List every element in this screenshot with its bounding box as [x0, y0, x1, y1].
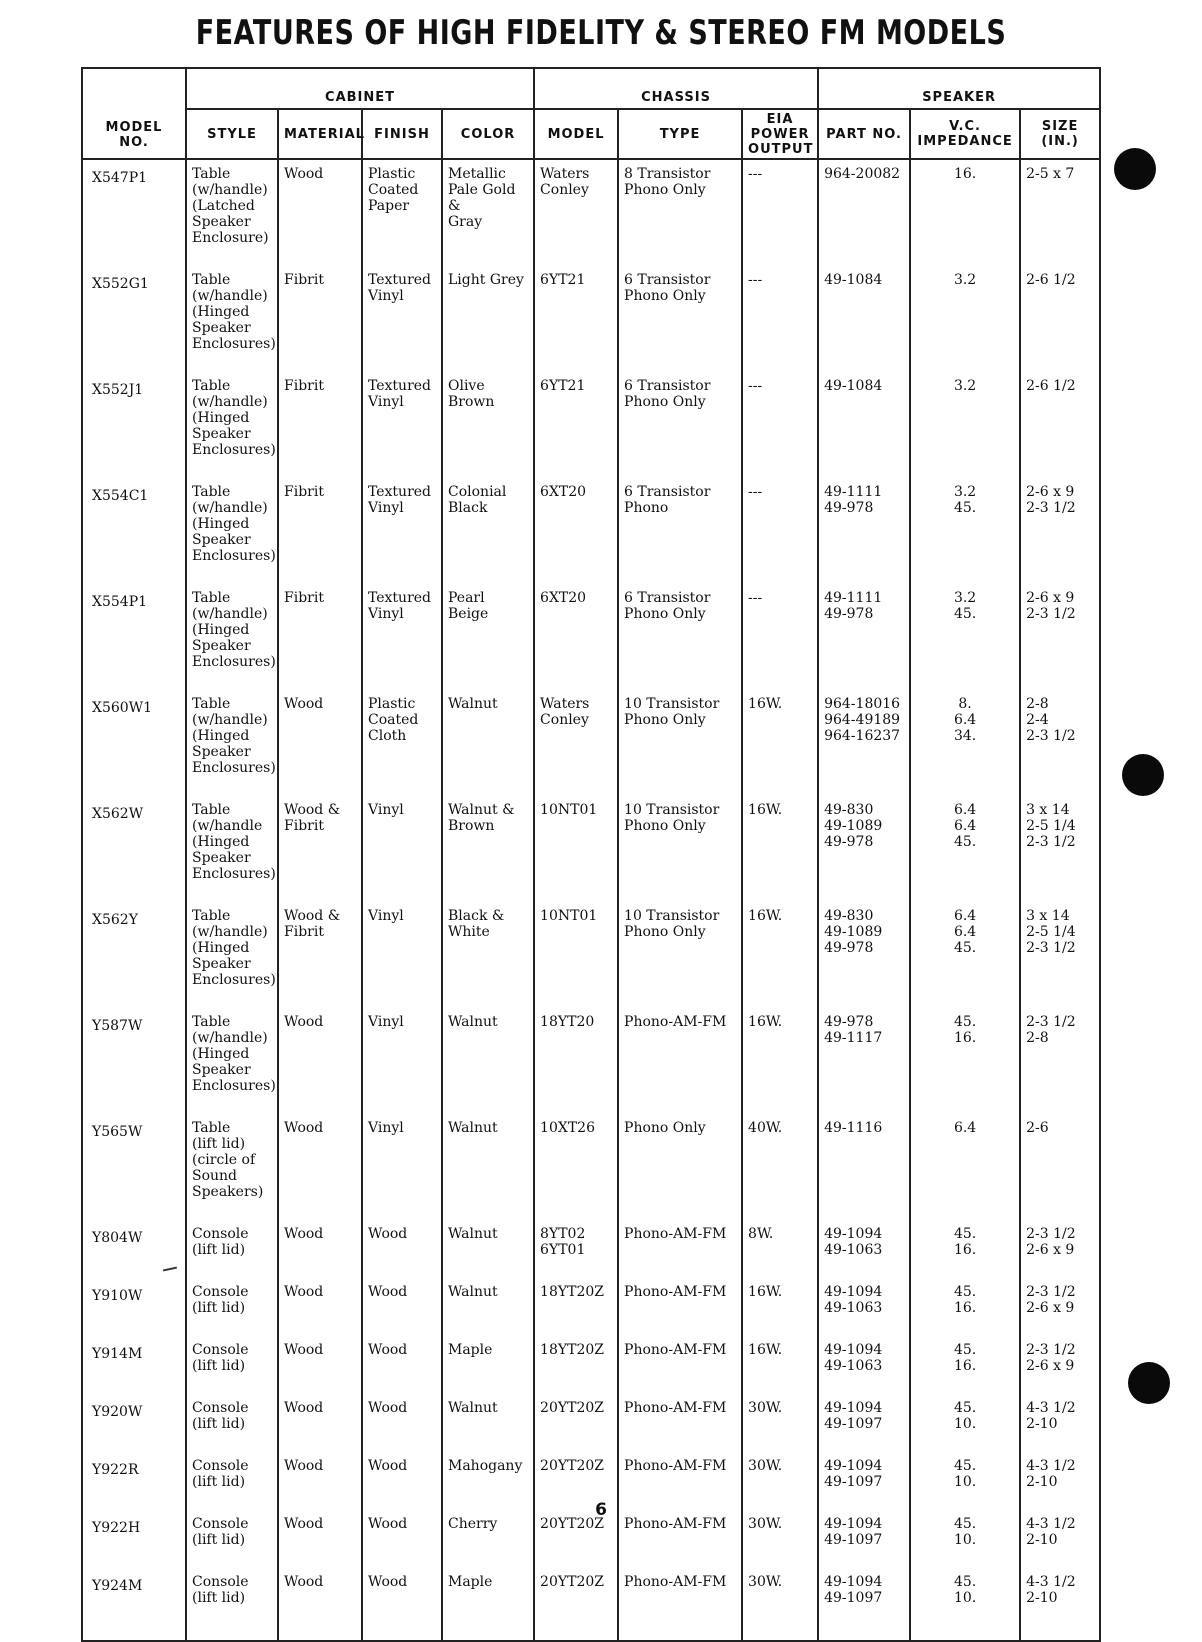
cell-color: Walnut [442, 1394, 534, 1452]
cell-type: Phono-AM-FM [618, 1278, 742, 1336]
cell-size: 2-6 1/2 [1020, 372, 1100, 478]
cell-finish: Plastic Coated Cloth [362, 690, 442, 796]
cell-material: Fibrit [278, 372, 362, 478]
cell-size: 2-3 1/2 2-6 x 9 [1020, 1278, 1100, 1336]
cell-size: 2-6 [1020, 1114, 1100, 1220]
cell-vc-impedance: 16. [910, 159, 1020, 266]
cell-chassis-model: 6XT20 [534, 478, 618, 584]
binder-hole-bottom [1128, 1362, 1170, 1404]
cell-chassis-model: 10NT01 [534, 902, 618, 1008]
cell-model-no: X547P1 [82, 159, 186, 266]
table-row [82, 1568, 1100, 1641]
cell-style: Console (lift lid) [186, 1278, 278, 1336]
cell-material: Wood [278, 1114, 362, 1220]
cell-part-no: 49-1084 [818, 266, 910, 372]
cell-chassis-model: 8YT02 6YT01 [534, 1220, 618, 1278]
cell-vc-impedance: 3.2 45. [910, 584, 1020, 690]
header-cabinet: CABINET [186, 68, 534, 109]
table-row [82, 1278, 1100, 1336]
cell-type: Phono-AM-FM [618, 1220, 742, 1278]
cell-color: Walnut [442, 1220, 534, 1278]
cell-part-no: 49-1084 [818, 372, 910, 478]
table-header [82, 68, 1100, 159]
cell-finish: Wood [362, 1394, 442, 1452]
cell-style: Table (w/handle) (Hinged Speaker Enclosures) [186, 478, 278, 584]
page-title: FEATURES OF HIGH FIDELITY & STEREO FM MODELS [195, 14, 1007, 53]
cell-material: Wood [278, 159, 362, 266]
cell-size: 2-8 2-4 2-3 1/2 [1020, 690, 1100, 796]
cell-model-no: X552G1 [82, 266, 186, 372]
cell-style: Console (lift lid) [186, 1220, 278, 1278]
cell-finish: Vinyl [362, 1008, 442, 1114]
cell-type: Phono-AM-FM [618, 1510, 742, 1568]
header-model-no: MODEL NO. [82, 68, 186, 159]
cell-vc-impedance: 45. 16. [910, 1008, 1020, 1114]
cell-vc-impedance: 6.4 [910, 1114, 1020, 1220]
cell-eia: --- [742, 159, 818, 266]
cell-part-no: 49-830 49-1089 49-978 [818, 902, 910, 1008]
cell-color: Walnut & Brown [442, 796, 534, 902]
cell-material: Wood [278, 1452, 362, 1510]
header-part-no: PART NO. [818, 109, 910, 159]
cell-chassis-model: Waters Conley [534, 690, 618, 796]
cell-eia: 8W. [742, 1220, 818, 1278]
cell-material: Fibrit [278, 478, 362, 584]
cell-vc-impedance: 8. 6.4 34. [910, 690, 1020, 796]
cell-part-no: 964-18016 964-49189 964-16237 [818, 690, 910, 796]
cell-model-no: Y914M [82, 1336, 186, 1394]
cell-model-no: Y565W [82, 1114, 186, 1220]
cell-style: Table (w/handle) (Hinged Speaker Enclosures) [186, 584, 278, 690]
cell-vc-impedance: 45. 16. [910, 1336, 1020, 1394]
cell-eia: 16W. [742, 1278, 818, 1336]
cell-style: Table (w/handle) (Hinged Speaker Enclosures) [186, 690, 278, 796]
cell-eia: 16W. [742, 690, 818, 796]
cell-finish: Wood [362, 1336, 442, 1394]
cell-style: Table (w/handle) (Hinged Speaker Enclosures) [186, 902, 278, 1008]
cell-size: 4-3 1/2 2-10 [1020, 1394, 1100, 1452]
table-row [82, 902, 1100, 1008]
cell-chassis-model: 10XT26 [534, 1114, 618, 1220]
cell-model-no: Y587W [82, 1008, 186, 1114]
cell-size: 2-6 1/2 [1020, 266, 1100, 372]
cell-color: Light Grey [442, 266, 534, 372]
table-row [82, 478, 1100, 584]
cell-finish: Vinyl [362, 796, 442, 902]
cell-model-no: X560W1 [82, 690, 186, 796]
cell-color: Metallic Pale Gold & Gray [442, 159, 534, 266]
cell-size: 4-3 1/2 2-10 [1020, 1568, 1100, 1641]
cell-finish: Wood [362, 1220, 442, 1278]
cell-type: Phono-AM-FM [618, 1336, 742, 1394]
cell-style: Table (w/handle (Hinged Speaker Enclosures) [186, 796, 278, 902]
cell-size: 2-3 1/2 2-8 [1020, 1008, 1100, 1114]
cell-finish: Textured Vinyl [362, 584, 442, 690]
cell-type: 8 Transistor Phono Only [618, 159, 742, 266]
cell-chassis-model: Waters Conley [534, 159, 618, 266]
header-eia-power-output: EIA POWER OUTPUT [742, 109, 818, 159]
cell-model-no: Y910W [82, 1278, 186, 1336]
table-row [82, 266, 1100, 372]
cell-type: Phono-AM-FM [618, 1568, 742, 1641]
cell-finish: Wood [362, 1568, 442, 1641]
cell-model-no: X554P1 [82, 584, 186, 690]
cell-color: Walnut [442, 690, 534, 796]
cell-chassis-model: 18YT20Z [534, 1336, 618, 1394]
cell-part-no: 49-830 49-1089 49-978 [818, 796, 910, 902]
cell-style: Console (lift lid) [186, 1568, 278, 1641]
cell-model-no: X552J1 [82, 372, 186, 478]
cell-eia: --- [742, 372, 818, 478]
cell-material: Fibrit [278, 266, 362, 372]
cell-eia: 30W. [742, 1394, 818, 1452]
cell-eia: 30W. [742, 1452, 818, 1510]
cell-style: Table (w/handle) (Hinged Speaker Enclosures) [186, 1008, 278, 1114]
cell-chassis-model: 6XT20 [534, 584, 618, 690]
cell-eia: 16W. [742, 1008, 818, 1114]
cell-material: Wood [278, 1394, 362, 1452]
cell-model-no: Y922H [82, 1510, 186, 1568]
cell-style: Table (w/handle) (Latched Speaker Enclosure) [186, 159, 278, 266]
cell-finish: Vinyl [362, 1114, 442, 1220]
cell-vc-impedance: 45. 10. [910, 1568, 1020, 1641]
cell-color: Black & White [442, 902, 534, 1008]
cell-part-no: 49-1094 49-1097 [818, 1510, 910, 1568]
table-row [82, 372, 1100, 478]
cell-model-no: Y922R [82, 1452, 186, 1510]
cell-material: Wood [278, 1568, 362, 1641]
cell-size: 3 x 14 2-5 1/4 2-3 1/2 [1020, 902, 1100, 1008]
header-chassis-model: MODEL [534, 109, 618, 159]
cell-part-no: 49-1094 49-1063 [818, 1220, 910, 1278]
header-size: SIZE (IN.) [1020, 109, 1100, 159]
cell-vc-impedance: 3.2 45. [910, 478, 1020, 584]
header-chassis: CHASSIS [534, 68, 818, 109]
cell-eia: 16W. [742, 902, 818, 1008]
cell-eia: 40W. [742, 1114, 818, 1220]
cell-chassis-model: 20YT20Z [534, 1452, 618, 1510]
cell-chassis-model: 20YT20Z [534, 1568, 618, 1641]
cell-type: 6 Transistor Phono Only [618, 266, 742, 372]
cell-size: 2-6 x 9 2-3 1/2 [1020, 478, 1100, 584]
cell-chassis-model: 10NT01 [534, 796, 618, 902]
cell-type: Phono-AM-FM [618, 1008, 742, 1114]
table-row [82, 1336, 1100, 1394]
header-finish: FINISH [362, 109, 442, 159]
cell-color: Olive Brown [442, 372, 534, 478]
cell-color: Walnut [442, 1114, 534, 1220]
cell-color: Walnut [442, 1278, 534, 1336]
cell-part-no: 964-20082 [818, 159, 910, 266]
cell-type: 10 Transistor Phono Only [618, 690, 742, 796]
header-color: COLOR [442, 109, 534, 159]
cell-type: 6 Transistor Phono [618, 478, 742, 584]
cell-part-no: 49-1094 49-1097 [818, 1452, 910, 1510]
cell-type: Phono-AM-FM [618, 1394, 742, 1452]
cell-model-no: Y924M [82, 1568, 186, 1641]
cell-eia: --- [742, 266, 818, 372]
cell-eia: 30W. [742, 1510, 818, 1568]
cell-size: 3 x 14 2-5 1/4 2-3 1/2 [1020, 796, 1100, 902]
cell-vc-impedance: 45. 10. [910, 1394, 1020, 1452]
cell-chassis-model: 20YT20Z [534, 1394, 618, 1452]
cell-size: 2-3 1/2 2-6 x 9 [1020, 1336, 1100, 1394]
features-table [81, 67, 1101, 1642]
cell-eia: 16W. [742, 796, 818, 902]
cell-vc-impedance: 45. 10. [910, 1510, 1020, 1568]
cell-model-no: X554C1 [82, 478, 186, 584]
cell-eia: --- [742, 478, 818, 584]
cell-color: Maple [442, 1336, 534, 1394]
cell-material: Wood [278, 1510, 362, 1568]
cell-finish: Wood [362, 1510, 442, 1568]
cell-eia: 16W. [742, 1336, 818, 1394]
cell-finish: Plastic Coated Paper [362, 159, 442, 266]
cell-material: Wood [278, 690, 362, 796]
cell-finish: Textured Vinyl [362, 372, 442, 478]
cell-color: Pearl Beige [442, 584, 534, 690]
binder-hole-middle [1122, 754, 1164, 796]
table-row [82, 796, 1100, 902]
cell-part-no: 49-1111 49-978 [818, 478, 910, 584]
cell-material: Fibrit [278, 584, 362, 690]
cell-size: 2-3 1/2 2-6 x 9 [1020, 1220, 1100, 1278]
cell-material: Wood [278, 1008, 362, 1114]
cell-type: 6 Transistor Phono Only [618, 584, 742, 690]
cell-color: Walnut [442, 1008, 534, 1114]
cell-material: Wood & Fibrit [278, 902, 362, 1008]
cell-color: Mahogany [442, 1452, 534, 1510]
cell-material: Wood [278, 1278, 362, 1336]
cell-part-no: 49-1111 49-978 [818, 584, 910, 690]
cell-chassis-model: 18YT20Z [534, 1278, 618, 1336]
cell-size: 4-3 1/2 2-10 [1020, 1510, 1100, 1568]
cell-size: 4-3 1/2 2-10 [1020, 1452, 1100, 1510]
cell-size: 2-6 x 9 2-3 1/2 [1020, 584, 1100, 690]
cell-vc-impedance: 3.2 [910, 266, 1020, 372]
table-row [82, 1220, 1100, 1278]
cell-style: Console (lift lid) [186, 1394, 278, 1452]
cell-vc-impedance: 45. 16. [910, 1220, 1020, 1278]
cell-eia: --- [742, 584, 818, 690]
cell-type: Phono Only [618, 1114, 742, 1220]
cell-finish: Wood [362, 1452, 442, 1510]
cell-model-no: Y804W [82, 1220, 186, 1278]
table-body [82, 159, 1100, 1641]
cell-type: 10 Transistor Phono Only [618, 902, 742, 1008]
cell-style: Table (w/handle) (Hinged Speaker Enclosures) [186, 372, 278, 478]
cell-type: 10 Transistor Phono Only [618, 796, 742, 902]
cell-finish: Wood [362, 1278, 442, 1336]
cell-vc-impedance: 6.4 6.4 45. [910, 902, 1020, 1008]
table-row [82, 584, 1100, 690]
page-number: 6 [595, 1500, 607, 1520]
cell-eia: 30W. [742, 1568, 818, 1641]
cell-vc-impedance: 6.4 6.4 45. [910, 796, 1020, 902]
cell-size: 2-5 x 7 [1020, 159, 1100, 266]
cell-finish: Textured Vinyl [362, 266, 442, 372]
header-style: STYLE [186, 109, 278, 159]
cell-color: Colonial Black [442, 478, 534, 584]
cell-type: 6 Transistor Phono Only [618, 372, 742, 478]
cell-style: Console (lift lid) [186, 1510, 278, 1568]
cell-style: Table (w/handle) (Hinged Speaker Enclosures) [186, 266, 278, 372]
cell-vc-impedance: 3.2 [910, 372, 1020, 478]
cell-model-no: X562Y [82, 902, 186, 1008]
cell-style: Table (lift lid) (circle of Sound Speakers) [186, 1114, 278, 1220]
table-row [82, 1394, 1100, 1452]
cell-part-no: 49-1094 49-1097 [818, 1394, 910, 1452]
cell-model-no: Y920W [82, 1394, 186, 1452]
cell-type: Phono-AM-FM [618, 1452, 742, 1510]
header-material: MATERIAL [278, 109, 362, 159]
cell-part-no: 49-978 49-1117 [818, 1008, 910, 1114]
cell-part-no: 49-1094 49-1063 [818, 1278, 910, 1336]
cell-chassis-model: 20YT20Z [534, 1510, 618, 1568]
header-vc-impedance: V.C. IMPEDANCE [910, 109, 1020, 159]
cell-chassis-model: 18YT20 [534, 1008, 618, 1114]
cell-model-no: X562W [82, 796, 186, 902]
table-row [82, 690, 1100, 796]
cell-vc-impedance: 45. 16. [910, 1278, 1020, 1336]
cell-style: Console (lift lid) [186, 1336, 278, 1394]
cell-part-no: 49-1094 49-1063 [818, 1336, 910, 1394]
cell-part-no: 49-1094 49-1097 [818, 1568, 910, 1641]
cell-finish: Textured Vinyl [362, 478, 442, 584]
cell-part-no: 49-1116 [818, 1114, 910, 1220]
cell-color: Cherry [442, 1510, 534, 1568]
cell-style: Console (lift lid) [186, 1452, 278, 1510]
binder-hole-top [1114, 148, 1156, 190]
cell-color: Maple [442, 1568, 534, 1641]
cell-finish: Vinyl [362, 902, 442, 1008]
cell-vc-impedance: 45. 10. [910, 1452, 1020, 1510]
header-speaker: SPEAKER [818, 68, 1100, 109]
table-row [82, 1114, 1100, 1220]
cell-chassis-model: 6YT21 [534, 266, 618, 372]
cell-material: Wood & Fibrit [278, 796, 362, 902]
header-type: TYPE [618, 109, 742, 159]
table-row [82, 1008, 1100, 1114]
table-row [82, 159, 1100, 266]
cell-material: Wood [278, 1220, 362, 1278]
cell-material: Wood [278, 1336, 362, 1394]
cell-chassis-model: 6YT21 [534, 372, 618, 478]
